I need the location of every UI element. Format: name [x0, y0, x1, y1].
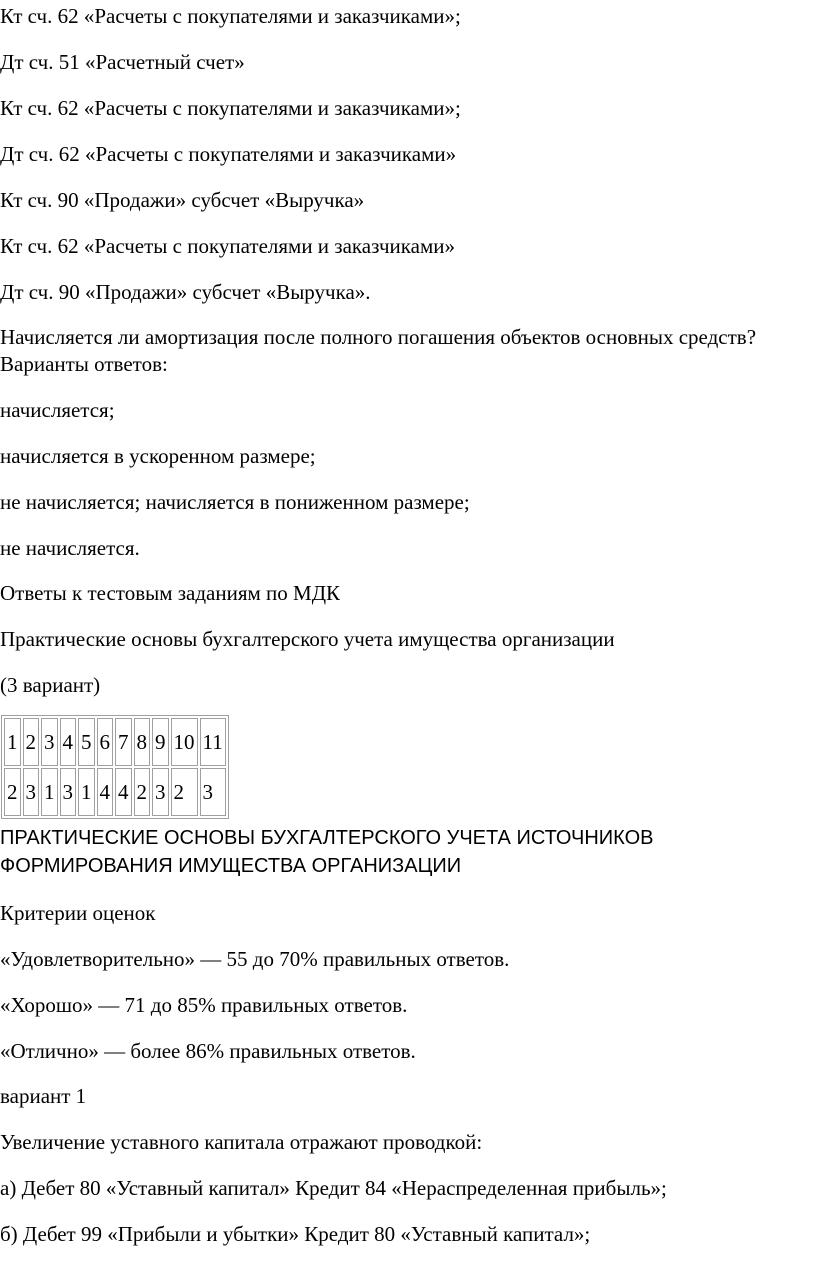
answer-option: начисляется; [0, 398, 115, 422]
answer-option: не начисляется; начисляется в пониженном размере; [0, 490, 470, 514]
table-cell: 4 [97, 768, 114, 816]
answers-variant: (3 вариант) [0, 673, 101, 697]
table-cell: 2 [4, 768, 21, 816]
posting-line: Кт сч. 62 «Расчеты с покупателями и заказчиками»; [0, 4, 461, 28]
table-cell: 3 [41, 718, 58, 766]
table-cell: 3 [23, 768, 40, 816]
question-text: Начисляется ли амортизация после полного погашения объектов основных средств? [0, 325, 757, 349]
table-cell: 2 [171, 768, 198, 816]
answers-subtitle: Практические основы бухгалтерского учета имущества организации [0, 627, 615, 651]
answer-option: начисляется в ускоренном размере; [0, 444, 316, 468]
answer-option: не начисляется. [0, 536, 140, 560]
posting-line: Дт сч. 90 «Продажи» субсчет «Выручка». [0, 280, 371, 304]
table-cell: 3 [200, 768, 226, 816]
section-heading-line: ФОРМИРОВАНИЯ ИМУЩЕСТВА ОРГАНИЗАЦИИ [0, 855, 462, 877]
posting-line: Кт сч. 90 «Продажи» субсчет «Выручка» [0, 188, 365, 212]
answer-option: б) Дебет 99 «Прибыли и убытки» Кредит 80 «Уставный капитал»; [0, 1222, 591, 1246]
table-cell: 9 [152, 718, 169, 766]
answers-title: Ответы к тестовым заданиям по МДК [0, 581, 341, 605]
criteria-item: «Отлично» — более 86% правильных ответов. [0, 1039, 416, 1063]
table-cell: 10 [171, 718, 198, 766]
table-row-numbers [4, 718, 226, 766]
answer-option: а) Дебет 80 «Уставный капитал» Кредит 84 «Нераспределенная прибыль»; [0, 1176, 667, 1200]
answers-table [1, 715, 229, 819]
table-cell: 4 [60, 718, 77, 766]
posting-line: Дт сч. 62 «Расчеты с покупателями и заказчиками» [0, 142, 457, 166]
table-cell: 5 [78, 718, 95, 766]
table-cell: 6 [97, 718, 114, 766]
posting-line: Кт сч. 62 «Расчеты с покупателями и заказчиками» [0, 234, 456, 258]
table-row-answers [4, 768, 226, 816]
table-cell: 1 [78, 768, 95, 816]
table-cell: 2 [134, 768, 151, 816]
section-heading-line: ПРАКТИЧЕСКИЕ ОСНОВЫ БУХГАЛТЕРСКОГО УЧЕТА ИСТОЧНИКОВ [0, 827, 654, 849]
criteria-item: «Хорошо» — 71 до 85% правильных ответов. [0, 993, 408, 1017]
table-cell: 4 [115, 768, 132, 816]
variant-label: вариант 1 [0, 1084, 87, 1108]
question-text: Увеличение уставного капитала отражают проводкой: [0, 1130, 483, 1154]
table-cell: 7 [115, 718, 132, 766]
table-cell: 11 [200, 718, 226, 766]
table-cell: 3 [60, 768, 77, 816]
criteria-item: «Удовлетворительно» — 55 до 70% правильных ответов. [0, 947, 510, 971]
table-cell: 8 [134, 718, 151, 766]
table-cell: 1 [4, 718, 21, 766]
criteria-title: Критерии оценок [0, 901, 156, 925]
table-cell: 1 [41, 768, 58, 816]
posting-line: Дт сч. 51 «Расчетный счет» [0, 50, 245, 74]
variants-label: Варианты ответов: [0, 352, 168, 376]
table-cell: 3 [152, 768, 169, 816]
posting-line: Кт сч. 62 «Расчеты с покупателями и заказчиками»; [0, 96, 461, 120]
table-cell: 2 [23, 718, 40, 766]
